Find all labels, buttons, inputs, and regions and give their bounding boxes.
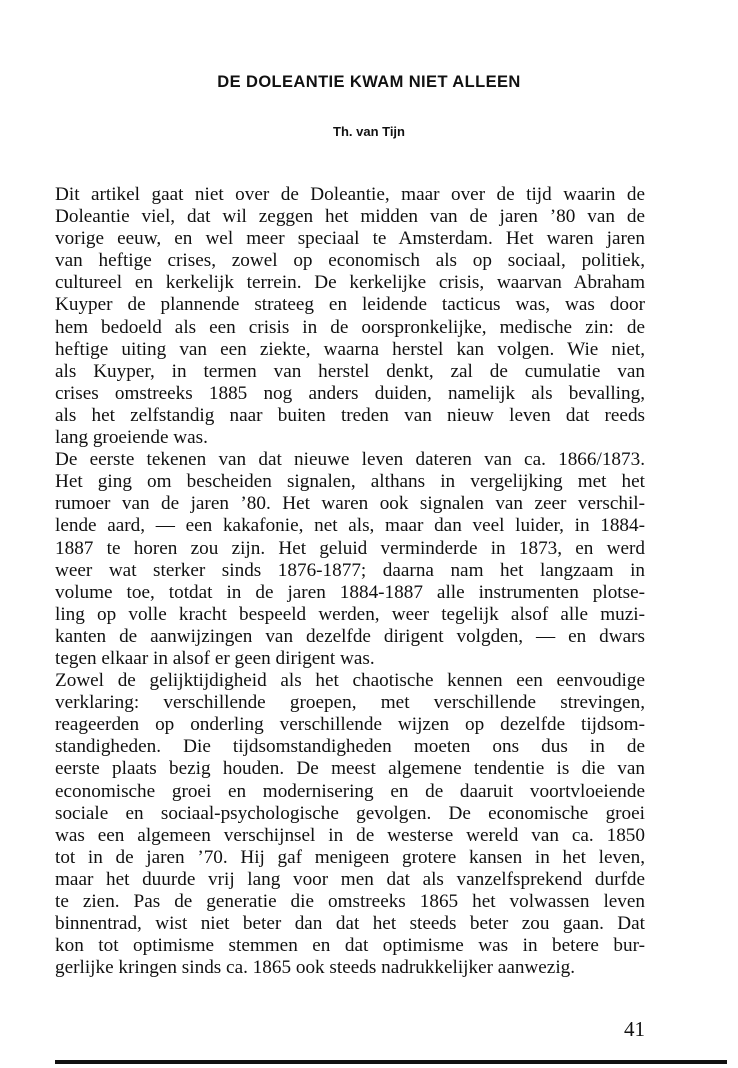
text-line: standigheden. Die tijdsomstandigheden moeten ons dus in de	[55, 736, 645, 758]
text-line: Doleantie viel, dat wil zeggen het midden van de jaren ’80 van de	[55, 206, 645, 228]
article-body	[55, 184, 645, 979]
text-line: sociale en sociaal-psychologische gevolgen. De economische groei	[55, 802, 645, 824]
paragraph-1	[55, 184, 645, 449]
text-line: verklaring: verschillende groepen, met verschillende strevingen,	[55, 692, 645, 714]
text-line: cultureel en kerkelijk terrein. De kerkelijke crisis, waarvan Abraham	[55, 272, 645, 294]
paragraph-2	[55, 449, 645, 670]
text-line: vorige eeuw, en wel meer speciaal te Amsterdam. Het waren jaren	[55, 228, 645, 250]
bottom-rule	[55, 1060, 727, 1064]
text-line: eerste plaats bezig houden. De meest algemene tendentie is die van	[55, 758, 645, 780]
text-line: maar het duurde vrij lang voor men dat als vanzelfsprekend durfde	[55, 868, 645, 890]
text-line: ling op volle kracht bespeeld werden, weer tegelijk alsof alle muzi-	[55, 603, 645, 625]
text-line: gerlijke kringen sinds ca. 1865 ook steeds nadrukkelijker aanwezig.	[55, 957, 576, 979]
text-line: volume toe, totdat in de jaren 1884-1887 alle instrumenten plotse-	[55, 581, 645, 603]
text-line: Het ging om bescheiden signalen, althans in vergelijking met het	[55, 471, 645, 493]
text-line: kon tot optimisme stemmen en dat optimisme was in betere bur-	[55, 935, 645, 957]
text-line: De eerste tekenen van dat nieuwe leven dateren van ca. 1866/1873.	[55, 449, 645, 471]
text-line: tot in de jaren ’70. Hij gaf menigeen grotere kansen in het leven,	[55, 846, 645, 868]
text-line: economische groei en modernisering en de daaruit voortvloeiende	[55, 780, 645, 802]
text-line: Zowel de gelijktijdigheid als het chaotische kennen een eenvoudige	[55, 670, 645, 692]
text-line: lende aard, — een kakafonie, net als, maar dan veel luider, in 1884-	[55, 515, 645, 537]
text-line: reageerden op onderling verschillende wijzen op dezelfde tijdsom-	[55, 714, 645, 736]
text-line: heftige uiting van een ziekte, waarna herstel kan volgen. Wie niet,	[55, 338, 645, 360]
text-line: te zien. Pas de generatie die omstreeks 1865 het volwassen leven	[55, 891, 645, 912]
text-line: lang groeiende was.	[55, 427, 208, 449]
text-line: 1887 te horen zou zijn. Het geluid verminderde in 1873, en werd	[55, 537, 645, 559]
page-number: 41	[624, 1017, 645, 1041]
text-line: binnentrad, wist niet beter dan dat het steeds beter zou gaan. Dat	[55, 913, 645, 935]
text-line: tegen elkaar in alsof er geen dirigent was.	[55, 647, 375, 669]
text-line: van heftige crises, zowel op economisch als op sociaal, politiek,	[55, 250, 645, 272]
text-line: als Kuyper, in termen van herstel denkt, zal de cumulatie van	[55, 360, 645, 382]
text-line: kanten de aanwijzingen van dezelfde dirigent volgden, — en dwars	[55, 625, 645, 647]
text-line: hem bedoeld als een crisis in de oorspronkelijke, medische zin: de	[55, 316, 645, 338]
text-line: Dit artikel gaat niet over de Doleantie, maar over de tijd waarin de	[55, 184, 645, 205]
paragraph-3	[55, 670, 645, 979]
text-line: als het zelfstandig naar buiten treden van nieuw leven dat reeds	[55, 404, 645, 426]
text-line: rumoer van de jaren ’80. Het waren ook signalen van zeer verschil-	[55, 493, 645, 515]
text-line: weer wat sterker sinds 1876-1877; daarna nam het langzaam in	[55, 559, 645, 581]
article-title: DE DOLEANTIE KWAM NIET ALLEEN	[217, 73, 521, 91]
text-line: crises omstreeks 1885 nog anders duiden, namelijk als bevalling,	[55, 382, 645, 404]
text-line: Kuyper de plannende strateeg en leidende tacticus was, was door	[55, 294, 645, 316]
text-line: was een algemeen verschijnsel in de westerse wereld van ca. 1850	[55, 824, 645, 846]
article-author: Th. van Tijn	[333, 124, 405, 139]
